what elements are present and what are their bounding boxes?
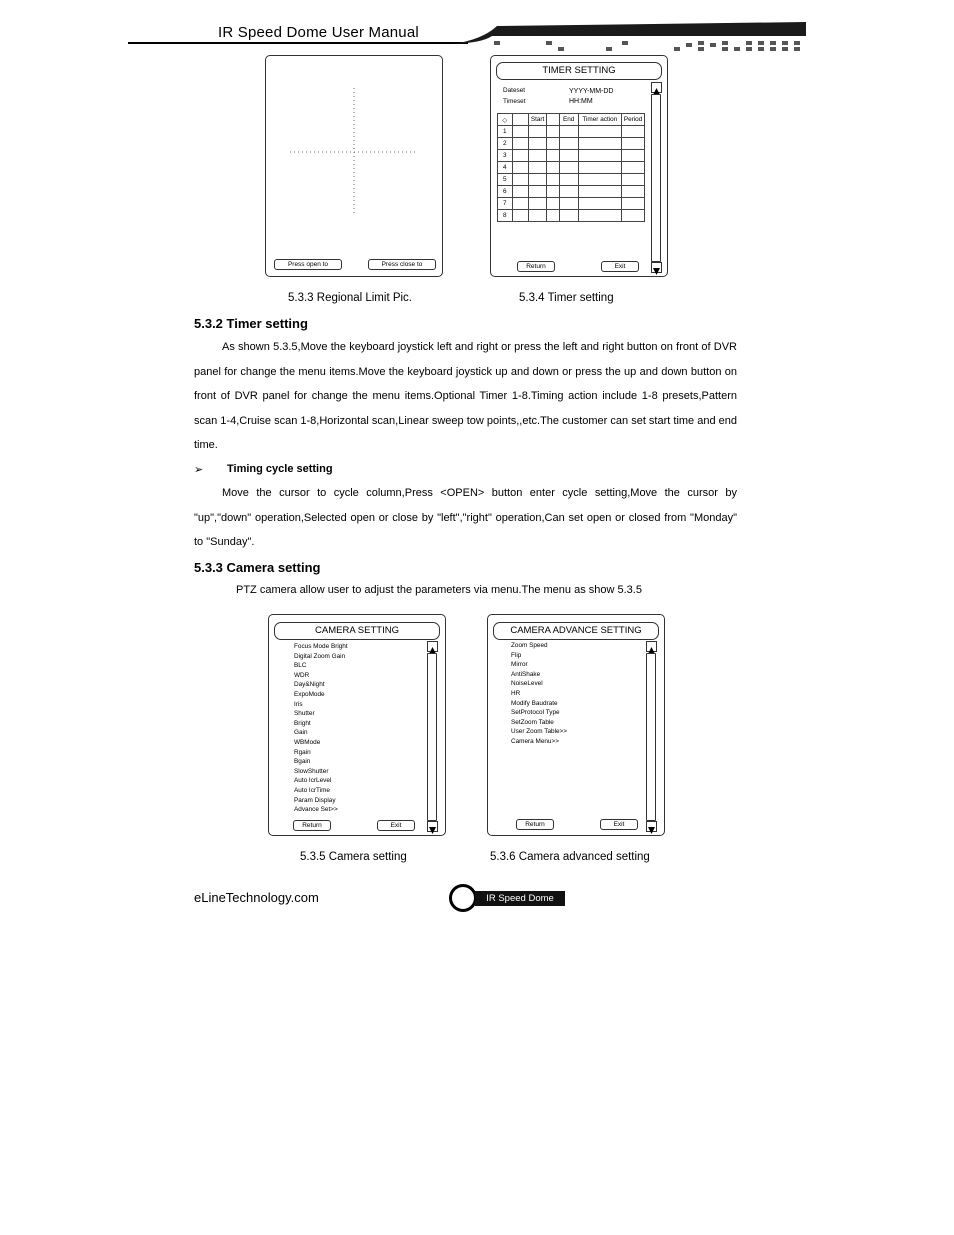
camera-menu-list	[294, 642, 348, 815]
list-item[interactable]: Modify Baudrate	[511, 699, 558, 707]
list-item[interactable]: Focus Mode Bright	[294, 643, 348, 650]
list-item[interactable]: HR	[511, 689, 521, 697]
list-item[interactable]: Bgain	[294, 758, 311, 766]
row-number: 5	[498, 174, 513, 186]
list-item[interactable]: NoiseLevel	[511, 680, 543, 688]
paragraph-timer-setting: As shown 5.3.5,Move the keyboard joystick left and right or press the left and right button on front of DVR panel for change the menu items.Move the keyboard joystick up and down or press the up and down button on front of DVR panel for change the menu items.Optional Timer 1-8.Timing action include 1-8 presets,Pattern scan 1-4,Cruise scan 1-8,Horizontal scan,Linear sweep tow points,,etc.The customer can set start time and end time.	[194, 341, 737, 451]
table-row[interactable]	[498, 126, 645, 138]
caption-camera-advanced: 5.3.6 Camera advanced setting	[490, 851, 650, 863]
timeset-value[interactable]: HH:MM	[569, 98, 593, 105]
list-item[interactable]: BLC	[294, 662, 307, 670]
camera-advance-panel	[487, 614, 665, 836]
row-number: 2	[498, 138, 513, 150]
list-item[interactable]: Gain	[294, 729, 308, 737]
header-title: IR Speed Dome User Manual	[218, 24, 419, 41]
list-item[interactable]: Iris	[294, 700, 303, 708]
row-number: 7	[498, 198, 513, 210]
list-item[interactable]: SetProtocol Type	[511, 709, 560, 717]
list-item[interactable]: Digital Zoom Gain	[294, 652, 346, 660]
list-item[interactable]: ExpoMode	[294, 690, 325, 698]
scroll-down-icon[interactable]	[646, 821, 657, 832]
advance-exit-button[interactable]: Exit	[600, 819, 638, 830]
bullet-arrow-icon: ➢	[194, 464, 204, 476]
list-item[interactable]: Bright	[294, 719, 311, 727]
scrollbar-track[interactable]	[427, 653, 437, 821]
timer-setting-title: TIMER SETTING	[496, 62, 662, 80]
footer-badge-logo	[449, 884, 567, 914]
list-item[interactable]: Auto IcrTime	[294, 786, 330, 794]
caption-camera-setting: 5.3.5 Camera setting	[300, 851, 407, 863]
list-item[interactable]: Day&Night	[294, 681, 325, 689]
timer-col-action: Timer action	[578, 114, 622, 126]
list-item[interactable]: Advance Set>>	[294, 806, 338, 814]
bullet-title-timing-cycle: Timing cycle setting	[227, 463, 333, 475]
scroll-down-icon[interactable]	[651, 262, 662, 273]
timer-col-period: Period	[622, 114, 645, 126]
header-block-pattern	[492, 41, 804, 53]
header-rule	[128, 42, 468, 44]
timer-col-end: End	[559, 114, 578, 126]
list-item[interactable]: Mirror	[511, 661, 528, 669]
scroll-up-icon[interactable]	[427, 641, 438, 652]
camera-return-button[interactable]: Return	[293, 820, 331, 831]
dateset-label: Dateset	[503, 87, 526, 94]
regional-limit-panel	[265, 55, 443, 277]
table-row[interactable]	[498, 150, 645, 162]
scroll-down-icon[interactable]	[427, 821, 438, 832]
timer-table	[497, 113, 645, 222]
list-item[interactable]: Flip	[511, 651, 522, 659]
heading-camera-setting: 5.3.3 Camera setting	[194, 560, 321, 575]
list-item[interactable]: WBMode	[294, 738, 321, 746]
table-row[interactable]	[498, 174, 645, 186]
footer-badge-label: IR Speed Dome	[475, 891, 565, 906]
row-number: 6	[498, 186, 513, 198]
camera-setting-panel	[268, 614, 446, 836]
list-item[interactable]: Auto IcrLevel	[294, 777, 332, 785]
advance-return-button[interactable]: Return	[516, 819, 554, 830]
timeset-label: Timeset	[503, 98, 526, 105]
camera-setting-title: CAMERA SETTING	[274, 622, 440, 640]
table-row[interactable]	[498, 162, 645, 174]
table-row[interactable]	[498, 186, 645, 198]
diamond-icon: ◇	[498, 114, 513, 126]
timer-setting-panel	[490, 55, 668, 277]
footer-website: eLineTechnology.com	[194, 890, 319, 905]
list-item[interactable]: SetZoom Table	[511, 718, 554, 726]
list-item[interactable]: Shutter	[294, 710, 315, 718]
camera-advance-title: CAMERA ADVANCE SETTING	[493, 622, 659, 640]
caption-regional-limit: 5.3.3 Regional Limit Pic.	[288, 292, 413, 304]
paragraph-timing-cycle: Move the cursor to cycle column,Press <OPEN> button enter cycle setting,Move the cursor by "up","down" operation,Selected open or close by "left","right" operation,Can set open or closed from "Monday" to "Sunday".	[194, 487, 737, 548]
paragraph-camera-setting: PTZ camera allow user to adjust the parameters via menu.The menu as show 5.3.5	[236, 584, 642, 596]
timer-table-header	[498, 114, 645, 126]
row-number: 1	[498, 126, 513, 138]
table-row[interactable]	[498, 138, 645, 150]
timer-exit-button[interactable]: Exit	[601, 261, 639, 272]
table-row[interactable]	[498, 210, 645, 222]
list-item[interactable]: Camera Menu>>	[511, 737, 559, 745]
scroll-up-icon[interactable]	[646, 641, 657, 652]
dateset-value[interactable]: YYYY-MM-DD	[569, 88, 614, 95]
press-close-button[interactable]: Press close to	[368, 259, 436, 270]
row-number: 8	[498, 210, 513, 222]
scrollbar-track[interactable]	[651, 94, 661, 262]
scroll-up-icon[interactable]	[651, 82, 662, 93]
list-item[interactable]: User Zoom Table>>	[511, 728, 568, 736]
caption-timer-setting: 5.3.4 Timer setting	[519, 292, 614, 304]
list-item[interactable]: Param Display	[294, 796, 336, 804]
camera-exit-button[interactable]: Exit	[377, 820, 415, 831]
list-item[interactable]: AntiShake	[511, 670, 541, 678]
list-item[interactable]: Zoom Speed	[511, 642, 548, 649]
list-item[interactable]: WDR	[294, 671, 310, 679]
row-number: 3	[498, 150, 513, 162]
row-number: 4	[498, 162, 513, 174]
crosshair-graphic	[266, 56, 442, 276]
timer-col-start: Start	[528, 114, 547, 126]
logo-circle-icon	[449, 884, 477, 912]
table-row[interactable]	[498, 198, 645, 210]
heading-timer-setting: 5.3.2 Timer setting	[194, 316, 308, 331]
camera-advance-menu-list	[511, 641, 567, 747]
scrollbar-track[interactable]	[646, 653, 656, 821]
list-item[interactable]: Rgain	[294, 748, 311, 756]
timer-return-button[interactable]: Return	[517, 261, 555, 272]
list-item[interactable]: SlowShutter	[294, 767, 329, 775]
press-open-button[interactable]: Press open to	[274, 259, 342, 270]
